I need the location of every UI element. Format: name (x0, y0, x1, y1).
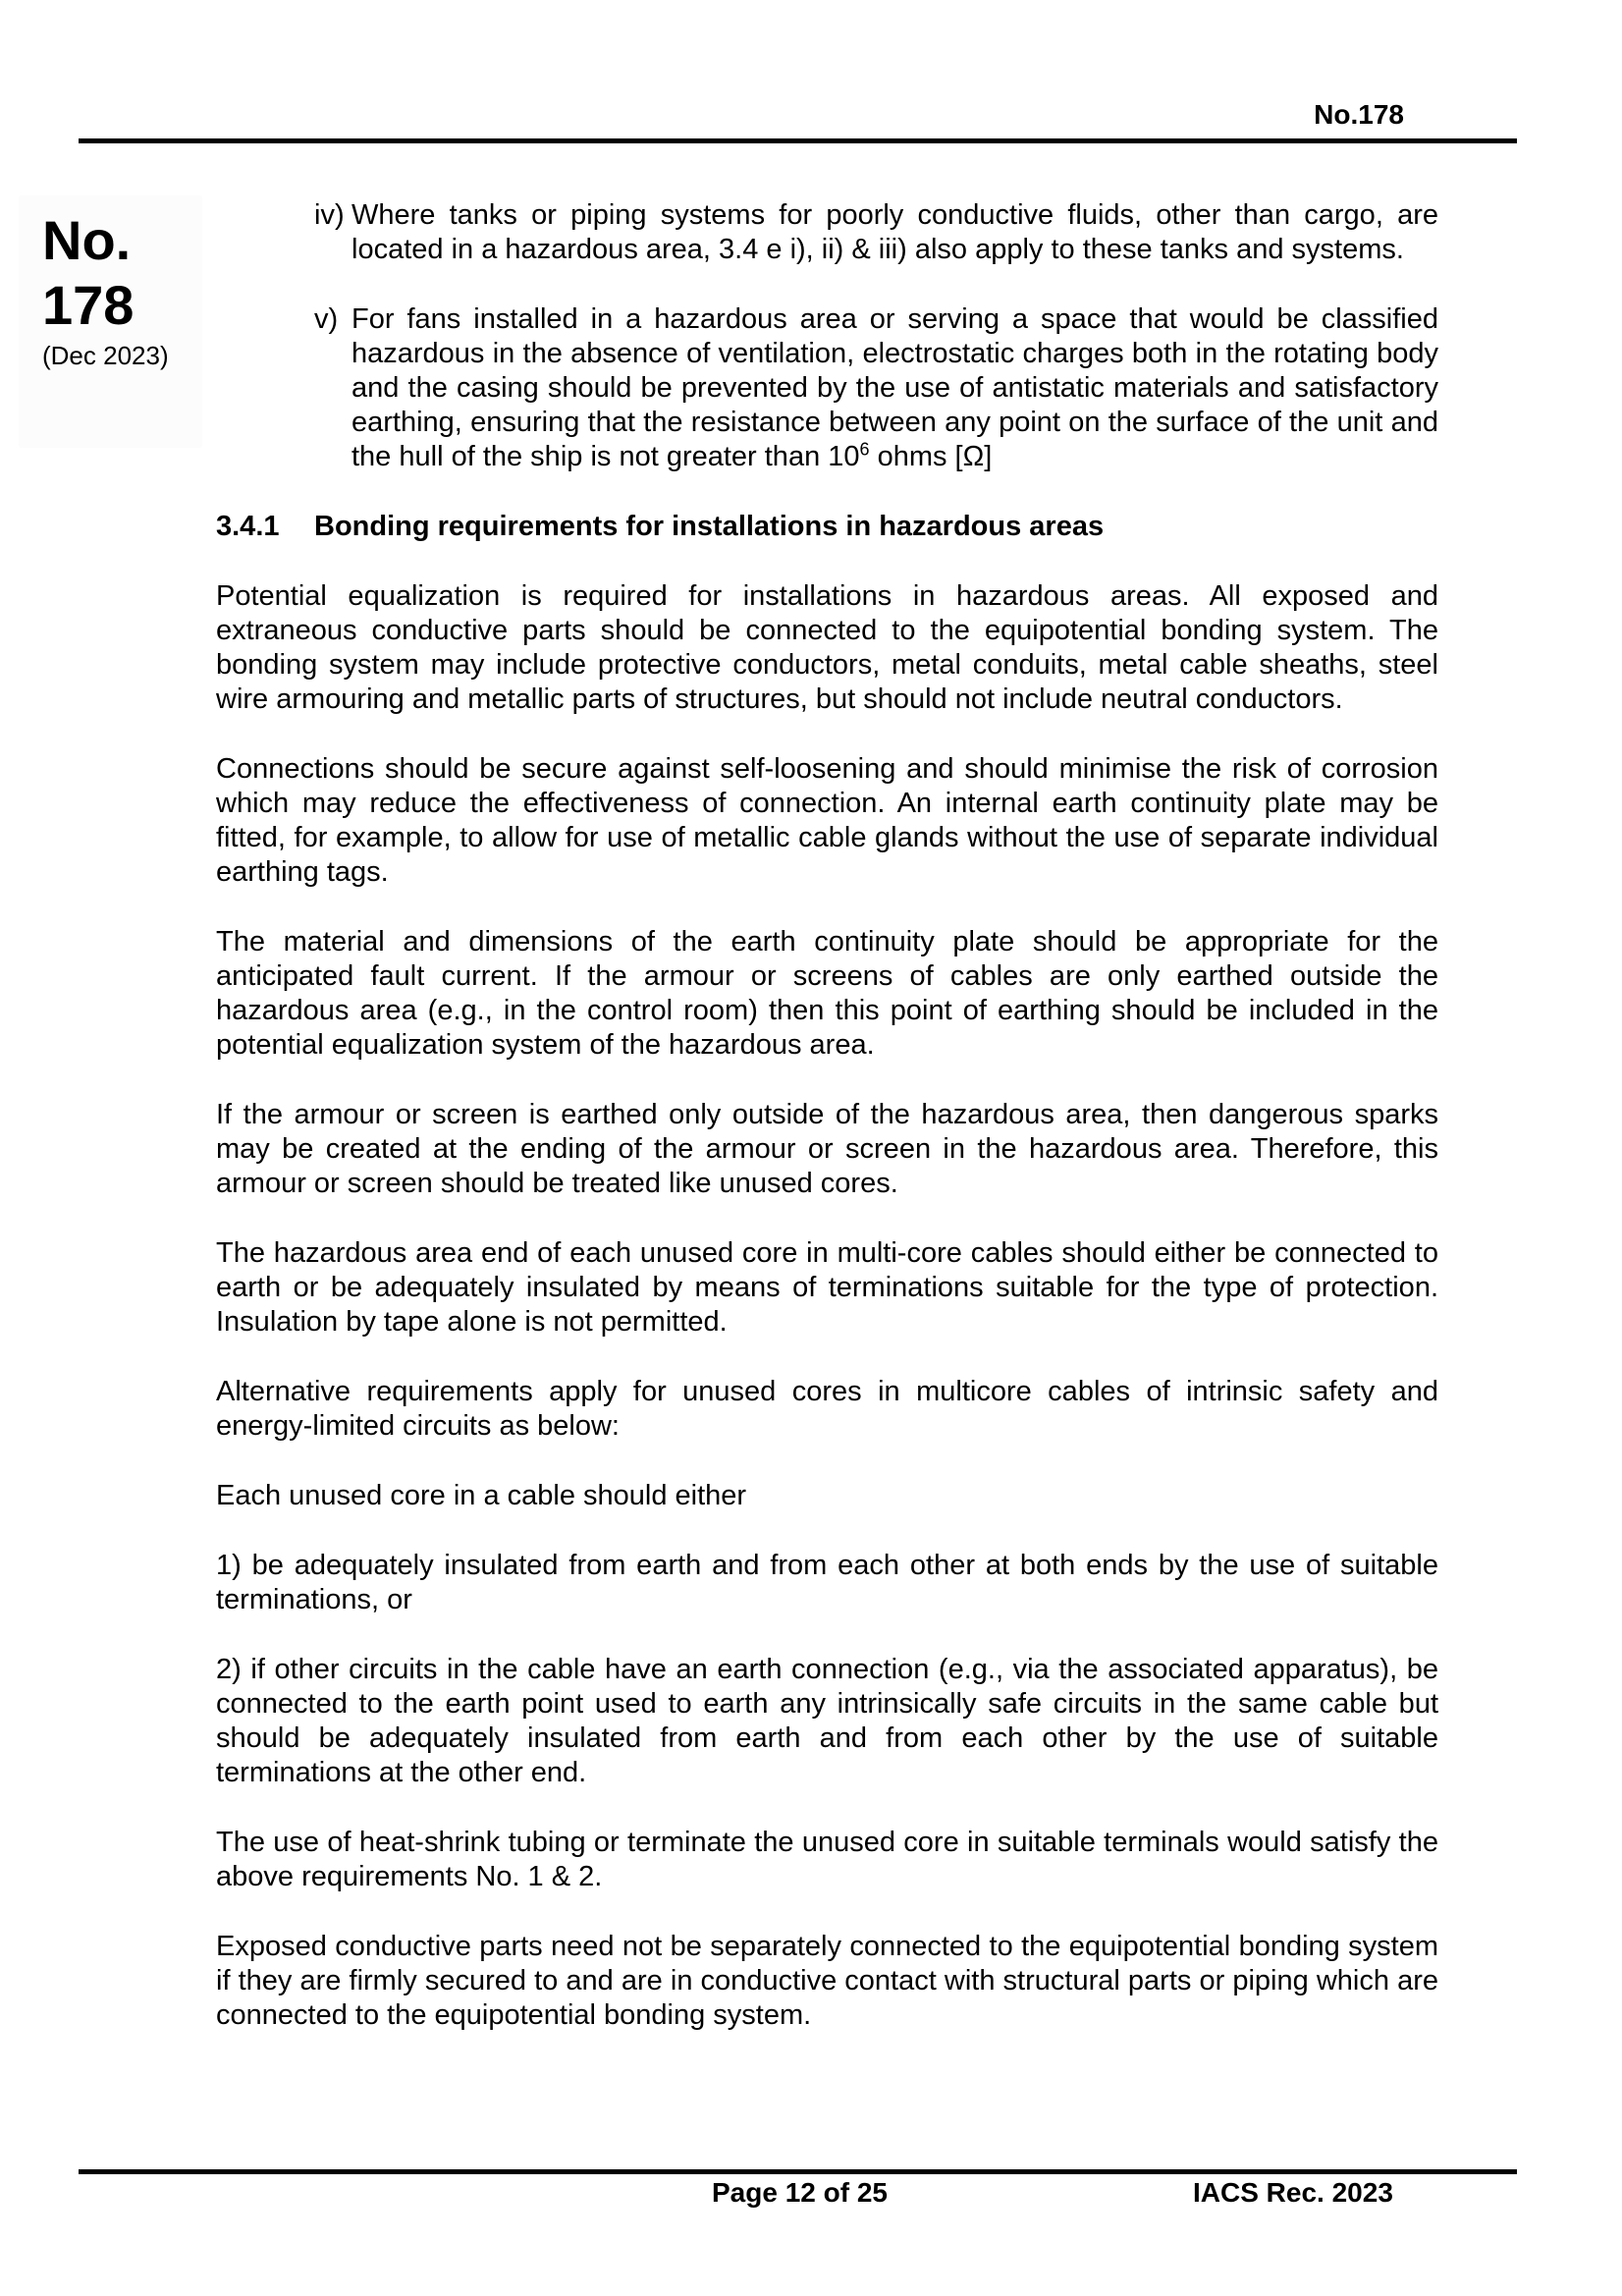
paragraph: Exposed conductive parts need not be separately connected to the equipotential bonding system if they are firmly secured to and are in conductive contact with structural parts or piping which are connected to the equipotential bonding system. (216, 1931, 1438, 2031)
header-doc-number: No.178 (1314, 99, 1404, 130)
list-marker: iv) (314, 199, 345, 231)
sidebar-no-label: No. (42, 209, 132, 271)
paragraph: 2) if other circuits in the cable have an earth connection (e.g., via the associated apparatus), be connected to the earth point used to earth any intrinsically safe circuits in the same cable but should be adequately insulated from earth and from each other by the use of suitable terminations at the other end. (216, 1654, 1438, 1788)
paragraph: The hazardous area end of each unused core in multi-core cables should either be connected to earth or be adequately insulated by means of terminations suitable for the type of protection. Insulation by tape alone is not permitted. (216, 1237, 1438, 1338)
footer-rec: IACS Rec. 2023 (1193, 2177, 1393, 2208)
list-marker: v) (314, 303, 339, 335)
sidebar-number: 178 (42, 274, 135, 336)
list-item-v (216, 302, 1438, 474)
section-heading (216, 510, 1438, 544)
paragraph: The use of heat-shrink tubing or terminate the unused core in suitable terminals would satisfy the above requirements No. 1 & 2. (216, 1827, 1438, 1892)
sidebar-doc-number (42, 208, 199, 338)
section-number: 3.4.1 (216, 511, 280, 542)
paragraph: Connections should be secure against self-loosening and should minimise the risk of corrosion which may reduce the effectiveness of connection. An internal earth continuity plate may be fitted, for example, to allow for use of metallic cable glands without the use of separate individual earthing tags. (216, 753, 1438, 888)
list-item-text: Where tanks or piping systems for poorly conductive fluids, other than cargo, are located in a hazardous area, 3.4 e i), ii) & iii) also apply to these tanks and systems. (351, 199, 1438, 265)
footer-rule (79, 2169, 1517, 2174)
paragraph: Each unused core in a cable should either (216, 1480, 747, 1511)
paragraph: 1) be adequately insulated from earth and from each other at both ends by the use of suitable terminations, or (216, 1550, 1438, 1615)
superscript-exponent: 6 (859, 439, 870, 460)
document-body (216, 198, 1438, 2068)
sidebar-date: (Dec 2023) (42, 341, 169, 370)
list-item-iv (216, 198, 1438, 267)
paragraph: If the armour or screen is earthed only outside of the hazardous area, then dangerous sparks may be created at the ending of the armour or screen in the hazardous area. Therefore, this armour or screen should be treated like unused cores. (216, 1099, 1438, 1199)
paragraph: Potential equalization is required for installations in hazardous areas. All exposed and extraneous conductive parts should be connected to the equipotential bonding system. The bonding system may include protective conductors, metal conduits, metal cable sheaths, steel wire armouring and metallic parts of structures, but should not include neutral conductors. (216, 580, 1438, 715)
paragraph: The material and dimensions of the earth continuity plate should be appropriate for the anticipated fault current. If the armour or screens of cables are only earthed outside the hazardous area (e.g., in the control room) then this point of earthing should be included in the potential equalization system of the hazardous area. (216, 926, 1438, 1061)
list-item-text: For fans installed in a hazardous area or serving a space that would be classified hazardous in the absence of ventilation, electrostatic charges both in the rotating body and the casing should be prevented by the use of antistatic materials and satisfactory earthing, ensuring that the resistance between any point on the surface of the unit and the hull of the ship is not greater than $10^6$ ohms [Ω] (351, 303, 1438, 472)
section-title: Bonding requirements for installations in hazardous areas (314, 511, 1105, 542)
paragraph: Alternative requirements apply for unused cores in multicore cables of intrinsic safety and energy-limited circuits as below: (216, 1376, 1438, 1442)
header-rule (79, 138, 1517, 143)
footer-page-number: Page 12 of 25 (712, 2177, 888, 2208)
